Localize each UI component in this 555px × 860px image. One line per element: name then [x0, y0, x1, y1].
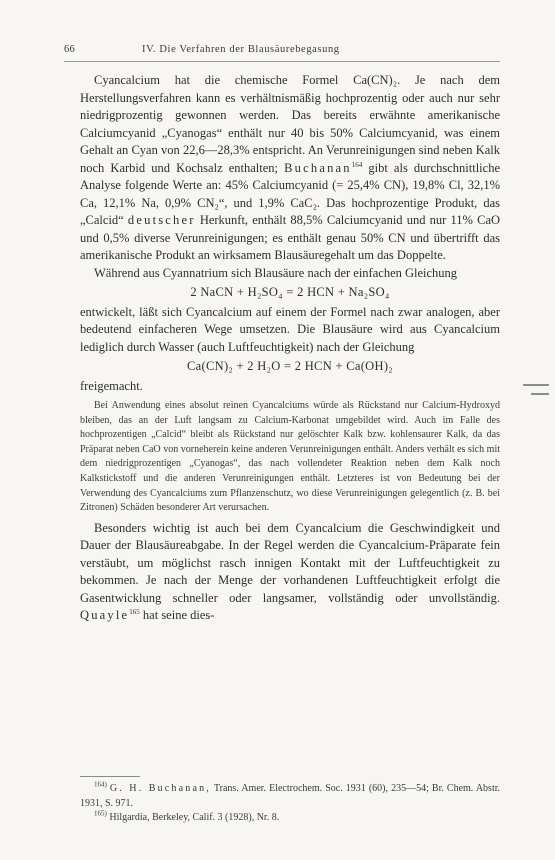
footnote-164: [80, 782, 500, 811]
scan-edge-mark: [523, 384, 549, 386]
footnotes: [80, 782, 500, 826]
footnote-number: 165): [94, 809, 107, 818]
author-name: Buchanan: [284, 160, 352, 175]
paragraph-text: hat seine dies-: [142, 608, 215, 623]
footnote-author: G. H. Buchanan,: [109, 783, 211, 794]
footnote-165: [80, 811, 500, 826]
main-text: [80, 72, 500, 625]
equation-sodium-cyanide: 2 NaCN + H₂SO₄ = 2 HCN + Na₂SO₄: [190, 285, 390, 299]
footnote-rule: [80, 776, 140, 777]
footnote-text: Hilgardia, Berkeley, Calif. 3 (1928), Nr. 8.: [109, 812, 280, 823]
paragraph-sodium-cyanide: Während aus Cyannatrium sich Blausäure nach der einfachen Gleichung: [94, 265, 458, 280]
running-title: IV. Die Verfahren der Blausäurebegasung: [142, 44, 340, 55]
page-number: 66: [64, 44, 75, 55]
author-name: Quayle: [80, 608, 130, 623]
paragraph-text: Besonders wichtig ist auch bei dem Cyancalcium die Geschwindigkeit und Dauer der Blausäureabgabe. In der Regel werden die Cyancalcium-Präparate fein verstäubt, um möglichst rasch innigen Kontakt mit der Luftfeuchtigkeit zu bekommen. Je nach der Menge der vorhandenen Luftfeuchtigkeit erfolgt die Gasentwicklung schneller oder langsamer, vollständig oder unvollständig.: [80, 520, 500, 605]
paragraph-calcium-cyanide: [80, 72, 500, 265]
equation-calcium-cyanide: Ca(CN)₂ + 2 H₂O = 2 HCN + Ca(OH)₂: [187, 359, 393, 373]
header-rule: [64, 61, 500, 62]
paragraph-release-speed: [80, 520, 500, 625]
scan-edge-mark: [531, 393, 549, 395]
small-print-text: Bei Anwendung eines absolut reinen Cyancalciums würde als Rückstand nur Calcium-Hydroxyd bleiben, das an der Luft langsam zu Calcium-Karbonat umgebildet wird. Auch im Falle des hochprozentigen „Calcid“ bleibt als Rückstand nur gelöschter Kalk bzw. kohlensaurer Kalk, da das Präparat neben CaO von vorneherein keine anderen Verunreinigungen enthält. Anders verhält es sich mit dem niedrigprozentigen „Cyanogas“, das nach vollendeter Reaktion neben dem Kalk noch Kalkstickstoff und die anderen Verunreinigungen enthält. Letzteres ist von Bedeutung bei der Verwendung des Cyancalciums zum Pflanzenschutz, wo diese Verunreinigungen gelegentlich (z. B. bei Zitronen) Schäden besonderer Art verursachen.: [80, 400, 500, 514]
footnote-ref: 165: [129, 608, 140, 617]
paragraph-text: Herkunft, enthält 88,5% Calciumcyanid und nur 11% CaO und 0,5% diverse Verunreinigungen; es enthält genau 50% CN und übertrifft das amerikanische Produkt an wirksamem Blausäuregehalt um das Doppelte.: [80, 213, 501, 262]
paragraph-text: gibt als durchschnittliche Analyse folgende Werte an: 45% Calciumcyanid (= 25,4% CN), 19,8% Cl, 32,1% Ca, 12,1% Na, 0,9% CN₂“, und 1,9% CaC₂. Das hochprozentige Produkt, das „Calcid“: [80, 160, 501, 227]
footnote-text: Trans. Amer. Electrochem. Soc. 1931 (60), 235—54; Br. Chem. Abstr. 1931, S. 971.: [80, 783, 500, 809]
paragraph-text: Cyancalcium hat die chemische Formel Ca(CN)₂. Je nach dem Herstellungsverfahren kann es verhältnismäßig hochprozentig oder auch nur sehr niedrigprozentig gewonnen werden. Das bereits erwähnte amerikanische Calciumcyanid „Cyanogas“ enthält nur 40 bis 50% Calciumcyanid, was einem Gehalt an Cyan von 22,6—28,3% entspricht. An Verunreinigungen sind neben Kalk noch Karbid und Kochsalz enthalten;: [80, 73, 500, 175]
emphasized-word: deutscher: [127, 213, 196, 227]
small-print-note: [80, 399, 500, 516]
footnote-ref: 164: [351, 160, 363, 169]
paragraph-released: freigemacht.: [80, 378, 143, 393]
paragraph-reaction: entwickelt, läßt sich Cyancalcium auf einem der Formel nach zwar analogen, aber bedeutend einfacheren Wege umsetzen. Die Blausäure wird aus Cyancalcium lediglich durch Wasser (auch Luftfeuchtigkeit) nach der Gleichung: [80, 304, 500, 354]
footnote-number: 164): [94, 780, 107, 789]
